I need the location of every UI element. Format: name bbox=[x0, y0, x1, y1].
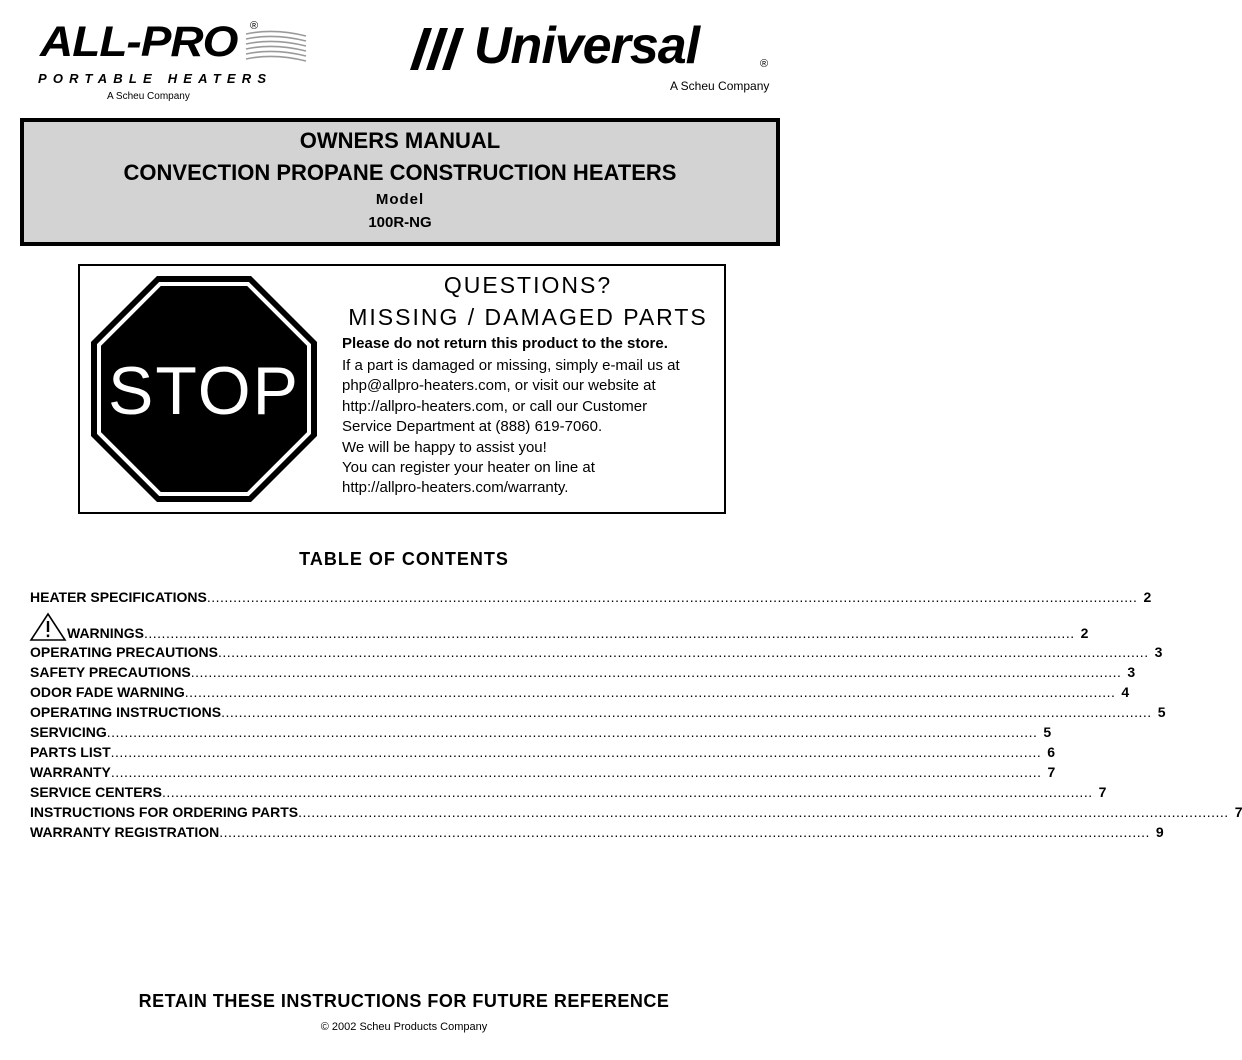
toc-entry-label: INSTRUCTIONS FOR ORDERING PARTS bbox=[30, 804, 299, 820]
allpro-registered-mark: ® bbox=[250, 20, 259, 32]
toc-entry-operating-instructions bbox=[30, 703, 1166, 721]
universal-company: A Scheu Company bbox=[670, 79, 770, 93]
stop-sign-icon bbox=[89, 274, 319, 504]
universal-registered-mark: ® bbox=[760, 58, 769, 70]
toc-entry-service-centers bbox=[30, 783, 1107, 801]
stop-sign-text: STOP bbox=[108, 353, 300, 429]
questions-heading: QUESTIONS? bbox=[443, 272, 613, 298]
toc-page-number: 7 bbox=[1098, 784, 1107, 800]
toc-page-number: 5 bbox=[1043, 724, 1052, 740]
toc-page-number: 4 bbox=[1121, 684, 1130, 700]
toc-entry-warranty bbox=[30, 763, 1056, 781]
toc-leader-dots: .................................................................................................................................................................................................................... bbox=[144, 625, 1075, 641]
manual-title: OWNERS MANUAL bbox=[299, 128, 501, 153]
toc-entry-parts-list bbox=[30, 743, 1056, 761]
toc-page-number: 6 bbox=[1047, 744, 1056, 760]
allpro-company: A Scheu Company bbox=[107, 91, 190, 102]
missing-parts-heading: MISSING / DAMAGED PARTS bbox=[348, 304, 708, 330]
toc-leader-dots: .................................................................................................................................................................................................................... bbox=[110, 744, 1042, 760]
model-label: Model bbox=[375, 191, 425, 208]
toc-leader-dots: .................................................................................................................................................................................................................... bbox=[106, 724, 1038, 740]
toc-entry-label: SERVICING bbox=[30, 724, 107, 740]
questions-box bbox=[78, 264, 726, 514]
support-line: http://allpro-heaters.com/warranty. bbox=[342, 479, 569, 497]
toc-leader-dots: .................................................................................................................................................................................................................... bbox=[219, 824, 1150, 840]
toc-entry-label: ODOR FADE WARNING bbox=[30, 684, 185, 700]
support-text bbox=[342, 356, 680, 499]
copyright-notice: © 2002 Scheu Products Company bbox=[320, 1021, 488, 1033]
toc-page-number: 5 bbox=[1157, 704, 1166, 720]
toc-entry-heater-specifications bbox=[30, 588, 1152, 606]
toc-page-number: 7 bbox=[1047, 764, 1056, 780]
toc-leader-dots: .................................................................................................................................................................................................................... bbox=[110, 764, 1042, 780]
toc-entry-safety-precautions bbox=[30, 663, 1136, 681]
support-line: http://allpro-heaters.com, or call our Customer bbox=[342, 397, 648, 415]
allpro-swoosh-icon bbox=[244, 30, 308, 64]
support-line: We will be happy to assist you! bbox=[342, 438, 547, 456]
toc-page-number: 2 bbox=[1080, 625, 1089, 641]
toc-entry-label: OPERATING PRECAUTIONS bbox=[30, 644, 218, 660]
toc-page-number: 7 bbox=[1234, 804, 1242, 820]
toc-entry-operating-precautions bbox=[30, 643, 1163, 661]
toc-leader-dots: .................................................................................................................................................................................................................... bbox=[184, 684, 1116, 700]
toc-leader-dots: .................................................................................................................................................................................................................... bbox=[217, 644, 1149, 660]
toc-leader-dots: .................................................................................................................................................................................................................... bbox=[190, 664, 1122, 680]
toc-entry-label: SERVICE CENTERS bbox=[30, 784, 162, 800]
toc-entry-label: WARRANTY REGISTRATION bbox=[30, 824, 220, 840]
allpro-logo: ALL-PRO bbox=[40, 17, 238, 66]
toc-entry-warranty-registration bbox=[30, 823, 1164, 841]
toc-entry-odor-fade-warning bbox=[30, 683, 1130, 701]
title-box bbox=[20, 118, 780, 246]
universal-logo: Universal bbox=[474, 17, 700, 75]
toc-entry-warnings bbox=[30, 620, 1089, 642]
toc-leader-dots: .................................................................................................................................................................................................................... bbox=[221, 704, 1152, 720]
retain-instructions-notice: RETAIN THESE INSTRUCTIONS FOR FUTURE REFERENCE bbox=[138, 991, 670, 1011]
toc-page-number: 3 bbox=[1154, 644, 1163, 660]
toc-entry-label: HEATER SPECIFICATIONS bbox=[30, 589, 207, 605]
toc-entry-label: PARTS LIST bbox=[30, 744, 111, 760]
support-line: php@allpro-heaters.com, or visit our website at bbox=[342, 377, 656, 395]
toc-entry-label: SAFETY PRECAUTIONS bbox=[30, 664, 191, 680]
toc-leader-dots: .................................................................................................................................................................................................................... bbox=[162, 784, 1093, 800]
toc-entry-servicing bbox=[30, 723, 1052, 741]
toc-leader-dots: .................................................................................................................................................................................................................... bbox=[298, 804, 1229, 820]
model-number: 100R-NG bbox=[368, 214, 432, 231]
product-title: CONVECTION PROPANE CONSTRUCTION HEATERS bbox=[123, 160, 677, 185]
toc-title: TABLE OF CONTENTS bbox=[299, 549, 509, 569]
toc-entry-label: OPERATING INSTRUCTIONS bbox=[30, 704, 222, 720]
toc-leader-dots: .................................................................................................................................................................................................................... bbox=[206, 589, 1138, 605]
toc-entry-label: WARNINGS bbox=[67, 625, 144, 641]
support-line: Service Department at (888) 619-7060. bbox=[342, 418, 603, 436]
toc-entry-ordering-parts bbox=[30, 803, 1242, 821]
toc-page-number: 9 bbox=[1155, 824, 1164, 840]
allpro-subtitle: PORTABLE HEATERS bbox=[38, 71, 273, 86]
warning-triangle-icon bbox=[30, 613, 66, 641]
toc-page-number: 3 bbox=[1127, 664, 1136, 680]
support-line: If a part is damaged or missing, simply e-mail us at bbox=[342, 357, 680, 374]
do-not-return-notice: Please do not return this product to the store. bbox=[342, 335, 668, 352]
toc-entry-label: WARRANTY bbox=[30, 764, 111, 780]
toc-page-number: 2 bbox=[1143, 589, 1152, 605]
universal-slashes-icon bbox=[410, 28, 474, 70]
support-line: You can register your heater on line at bbox=[342, 459, 595, 477]
